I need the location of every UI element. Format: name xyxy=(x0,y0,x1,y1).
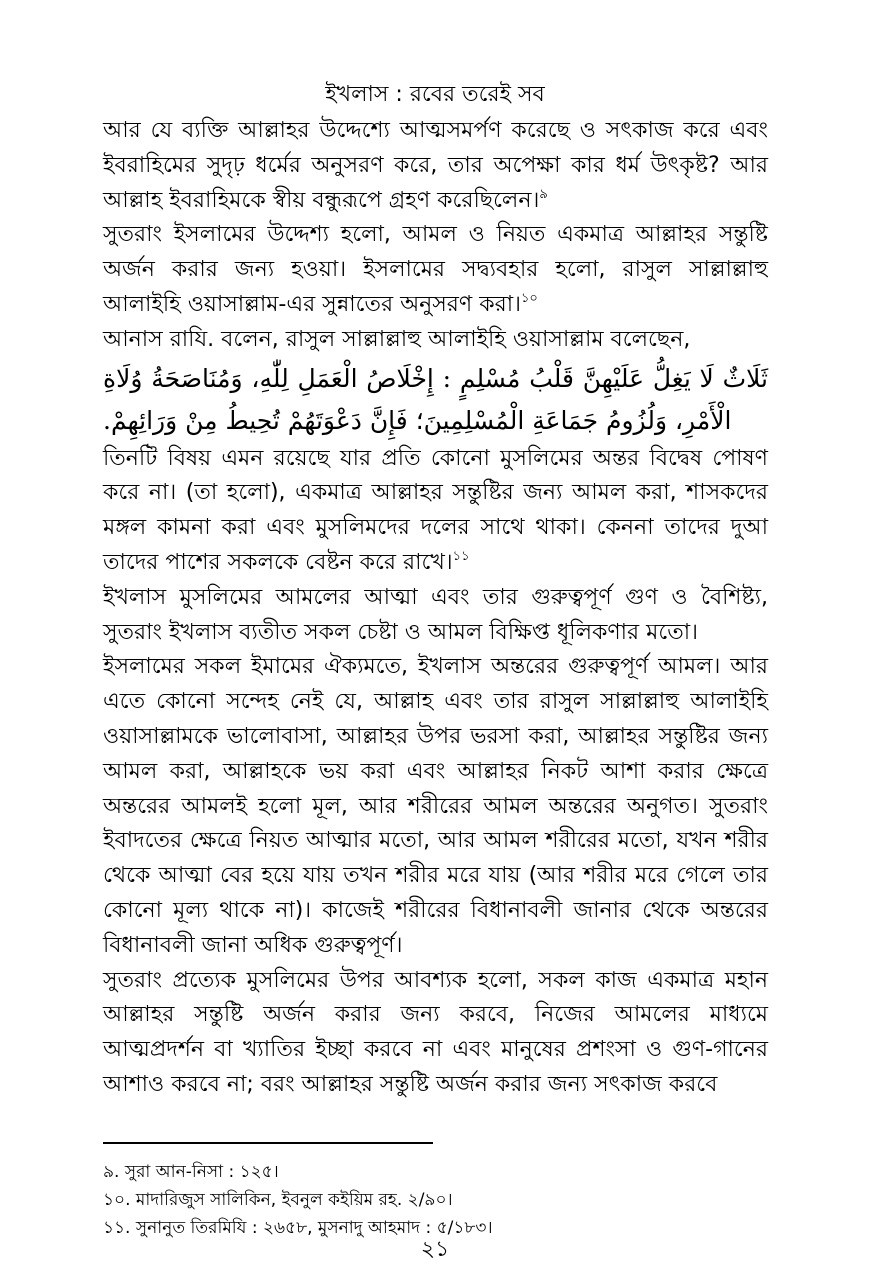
footnote-ref: ৯ xyxy=(539,186,548,202)
paragraph: আর যে ব্যক্তি আল্লাহর উদ্দেশ্যে আত্মসমর্পণ করেছে ও সৎকাজ করে এবং ইবরাহিমের সুদৃঢ় ধর্মের অনুসরণ করে, তার অপেক্ষা কার ধর্ম উৎকৃষ্ট? আর আল্লাহ ইবরাহিমকে স্বীয় বন্ধুরূপে গ্রহণ করেছিলেন।$^৯$ xyxy=(103,118,768,213)
footnote-ref: ১০ xyxy=(520,290,538,306)
running-header: ইখলাস : রবের তরেই সব xyxy=(325,82,545,107)
footnote: ৯. সুরা আন-নিসা : ১২৫। xyxy=(103,1162,279,1182)
footnote-ref: ১১ xyxy=(452,548,470,564)
footnotes xyxy=(103,1158,768,1242)
arabic-hadith-quote: ثَلَاثٌ لَا يَغِلُّ عَلَيْهِنَّ قَلْبُ مُسْلِمٍ : إِخْلَاصُ الْعَمَلِ لِلّٰهِ، وَمُنَاصَحَةُ وُلَاةِ الْأَمْرِ، وَلُزُومُ جَمَاعَةِ الْمُسْلِمِينَ؛ فَإِنَّ دَعْوَتَهُمْ تُحِيطُ مِنْ وَرَائِهِمْ. xyxy=(103,363,768,435)
paragraph: সুতরাং প্রত্যেক মুসলিমের উপর আবশ্যক হলো, সকল কাজ একমাত্র মহান আল্লাহর সন্তুষ্টি অর্জন করার জন্য করবে, নিজের আমলের মাধ্যমে আত্মপ্রদর্শন বা খ্যাতির ইচ্ছা করবে না এবং মানুষের প্রশংসা ও গুণ-গানের আশাও করবে না; বরং আল্লাহর সন্তুষ্টি অর্জন করার জন্য সৎকাজ করবে xyxy=(103,967,768,1097)
body-text xyxy=(103,114,768,1103)
paragraph: সুতরাং ইসলামের উদ্দেশ্য হলো, আমল ও নিয়ত একমাত্র আল্লাহর সন্তুষ্টি অর্জন করার জন্য হওয়া। ইসলামের সদ্ব্যবহার হলো, রাসুল সাল্লাল্লাহু আলাইহি ওয়াসাল্লাম-এর সুন্নাতের অনুসরণ করা।$^{১০}$ xyxy=(103,222,768,317)
paragraph: ইখলাস মুসলিমের আমলের আত্মা এবং তার গুরুত্বপূর্ণ গুণ ও বৈশিষ্ট্য, সুতরাং ইখলাস ব্যতীত সকল চেষ্টা ও আমল বিক্ষিপ্ত ধূলিকণার মতো। xyxy=(103,584,768,645)
footnote-divider xyxy=(103,1142,433,1144)
footnote: ১১. সুনানুত তিরমিযি : ২৬৫৮, মুসনাদু আহমাদ : ৫/১৮৩। xyxy=(103,1218,493,1238)
page-number: ২১ xyxy=(420,1237,450,1262)
paragraph: ইসলামের সকল ইমামের ঐক্যমতে, ইখলাস অন্তরের গুরুত্বপূর্ণ আমল। আর এতে কোনো সন্দেহ নেই যে, আল্লাহ এবং তার রাসুল সাল্লাল্লাহু আলাইহি ওয়াসাল্লামকে ভালোবাসা, আল্লাহর উপর ভরসা করা, আল্লাহর সন্তুষ্টির জন্য আমল করা, আল্লাহকে ভয় করা এবং আল্লাহর নিকট আশা করার ক্ষেত্রে অন্তরের আমলই হলো মূল, আর শরীরের আমল অন্তরের অনুগত। সুতরাং ইবাদতের ক্ষেত্রে নিয়ত আত্মার মতো, আর আমল শরীরের মতো, যখন শরীর থেকে আত্মা বের হয়ে যায় তখন শরীর মরে যায় (আর শরীর মরে গেলে তার কোনো মূল্য থাকে না)। কাজেই শরীরের বিধানাবলী জানার থেকে অন্তরের বিধানাবলী জানা অধিক গুরুত্বপূর্ণ। xyxy=(103,654,768,958)
paragraph: আনাস রাযি. বলেন, রাসুল সাল্লাল্লাহু আলাইহি ওয়াসাল্লাম বলেছেন, xyxy=(103,326,691,352)
paragraph: তিনটি বিষয় এমন রয়েছে যার প্রতি কোনো মুসলিমের অন্তর বিদ্বেষ পোষণ করে না। (তা হলো), একমাত্র আল্লাহর সন্তুষ্টির জন্য আমল করা, শাসকদের মঙ্গল কামনা করা এবং মুসলিমদের দলের সাথে থাকা। কেননা তাদের দুআ তাদের পাশের সকলকে বেষ্টন করে রাখে।$^{১১}$ xyxy=(103,445,768,575)
footnote: ১০. মাদারিজুস সালিকিন, ইবনুল কইয়িম রহ. ২/৯০। xyxy=(103,1190,453,1210)
